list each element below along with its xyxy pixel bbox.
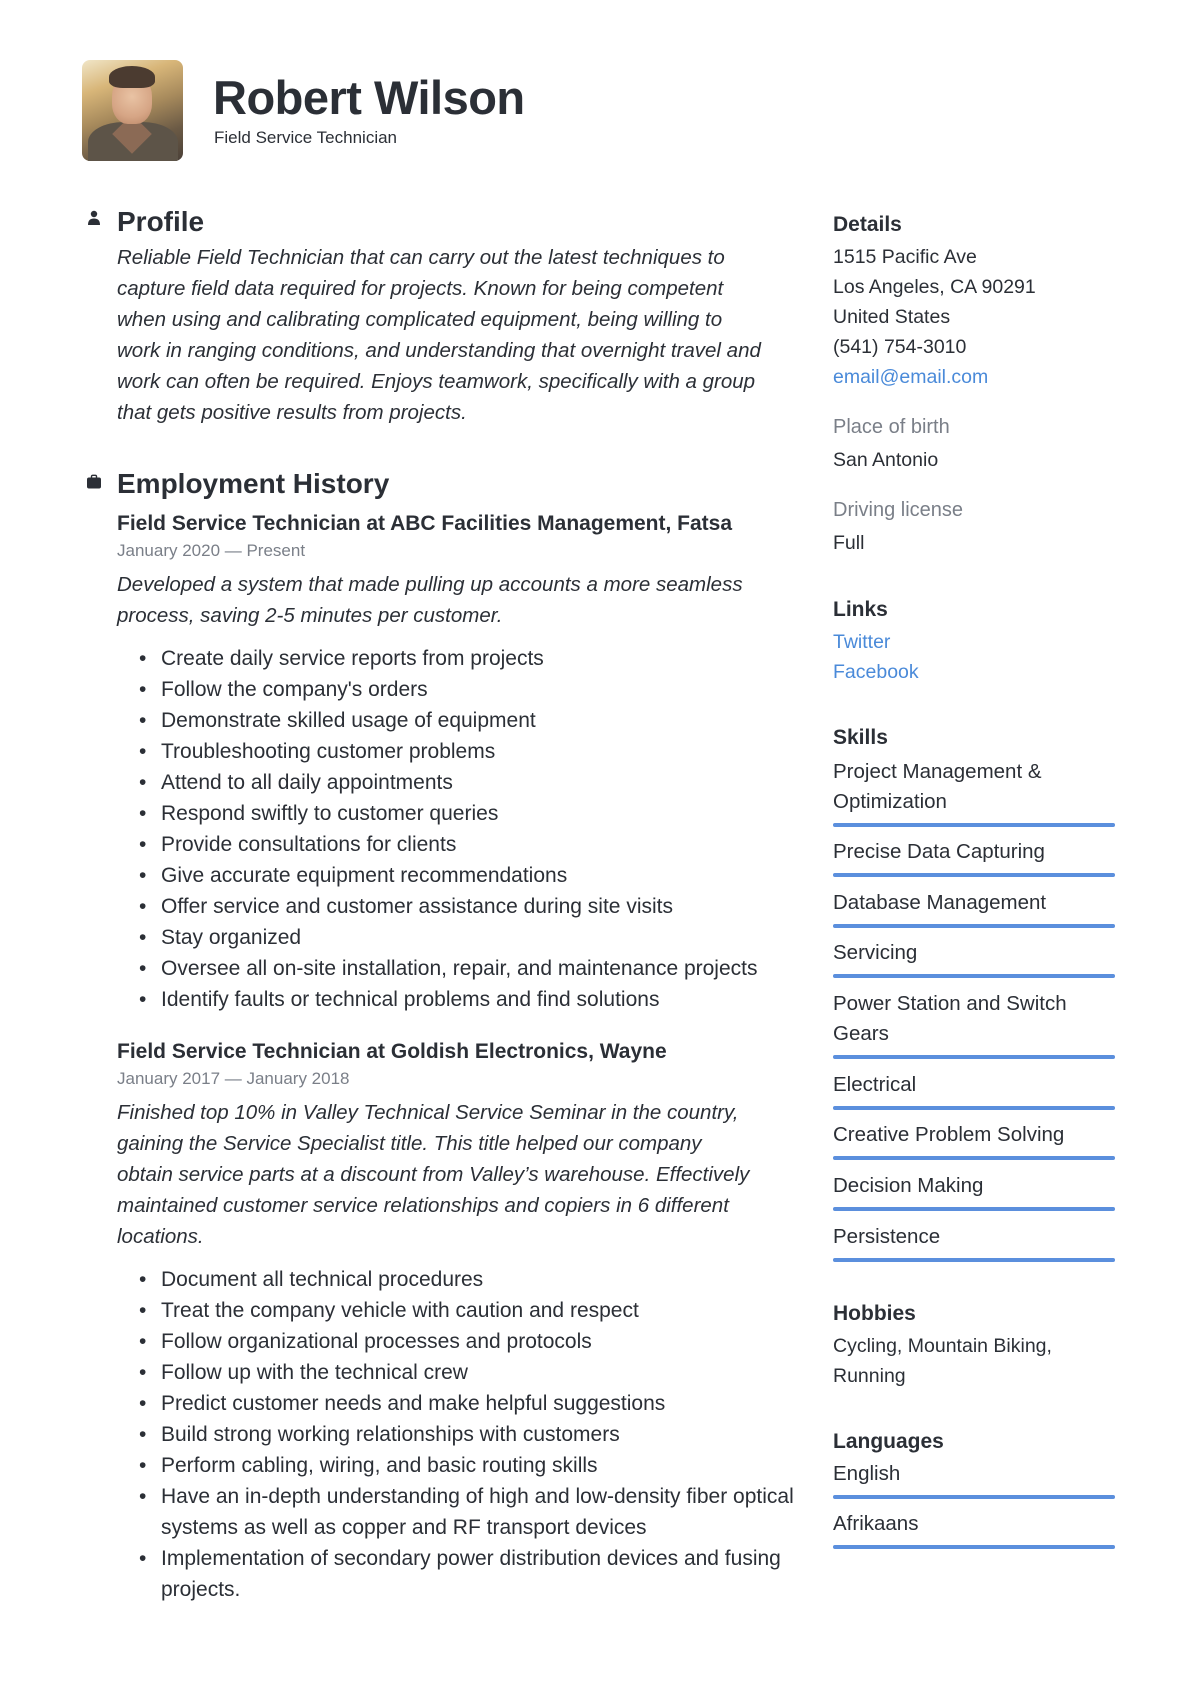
skill-level-track [833, 873, 1115, 877]
job-dates: January 2017 — January 2018 [117, 1069, 350, 1088]
skill-label: Persistence [833, 1225, 941, 1248]
candidate-name: Robert Wilson [213, 71, 525, 124]
skill-label: Creative Problem Solving [833, 1123, 1065, 1146]
language-item [833, 1509, 1115, 1549]
profile-line: capture field data required for projects. Known for being competent [117, 277, 724, 300]
list-item: • Implementation of secondary power distribution devices and fusing projects. [161, 1543, 801, 1605]
skill-item [833, 1171, 1115, 1211]
list-item: • Oversee all on-site installation, repair, and maintenance projects [161, 953, 841, 984]
job-summary-line: obtain service parts at a discount from Valley’s warehouse. Effectively [117, 1163, 750, 1186]
skill-label: Project Management & Optimization [833, 760, 1042, 813]
list-item: • Follow the company's orders [161, 674, 841, 705]
skill-level-bar [833, 873, 1115, 877]
skill-label: Precise Data Capturing [833, 840, 1045, 863]
place-of-birth: San Antonio [833, 449, 939, 471]
language-level-bar [833, 1545, 1115, 1549]
job-summary [117, 569, 797, 631]
skill-level-bar [833, 1156, 1115, 1160]
job-dates: January 2020 — Present [117, 541, 306, 560]
job-summary-line: Finished top 10% in Valley Technical Service Seminar in the country, [117, 1101, 739, 1124]
languages-heading: Languages [833, 1430, 944, 1453]
profile-line: work in ranging conditions, and understanding that overnight travel and [117, 339, 761, 362]
list-item: • Have an in-depth understanding of high and low-density fiber optical systems as well as copper and RF transport devices [161, 1481, 801, 1543]
language-label: English [833, 1462, 901, 1485]
skill-level-track [833, 1258, 1115, 1262]
skill-level-track [833, 823, 1115, 827]
job-summary-line: gaining the Service Specialist title. This title helped our company [117, 1132, 702, 1155]
job-summary-line: Developed a system that made pulling up accounts a more seamless [117, 573, 743, 596]
skill-level-bar [833, 924, 1115, 928]
profile-line: when using and calibrating complicated equipment, being willing to [117, 308, 723, 331]
skill-label: Electrical [833, 1073, 917, 1096]
skill-item [833, 1222, 1115, 1262]
skill-level-bar [833, 1258, 1115, 1262]
driving-license: Full [833, 532, 865, 554]
skill-item [833, 989, 1115, 1059]
job-responsibilities [117, 1264, 801, 1605]
list-item: • Offer service and customer assistance during site visits [161, 891, 841, 922]
job-responsibilities [117, 643, 841, 1015]
place-of-birth-label: Place of birth [833, 416, 950, 438]
list-item: • Stay organized [161, 922, 841, 953]
address-line: Los Angeles, CA 90291 [833, 276, 1036, 298]
candidate-title: Field Service Technician [214, 128, 397, 147]
skill-item [833, 1070, 1115, 1110]
skill-level-track [833, 974, 1115, 978]
language-item [833, 1459, 1115, 1499]
profile-heading: Profile [117, 206, 205, 237]
skill-level-track [833, 1055, 1115, 1059]
list-item: • Attend to all daily appointments [161, 767, 841, 798]
skill-level-bar [833, 1106, 1115, 1110]
job-summary-line: locations. [117, 1225, 204, 1248]
list-item: • Build strong working relationships with customers [161, 1419, 801, 1450]
email-link[interactable]: email@email.com [833, 366, 989, 388]
skill-level-bar [833, 1207, 1115, 1211]
skill-label: Servicing [833, 941, 918, 964]
list-item: • Follow organizational processes and protocols [161, 1326, 801, 1357]
list-item: • Document all technical procedures [161, 1264, 801, 1295]
skill-level-bar [833, 1055, 1115, 1059]
language-level-track [833, 1545, 1115, 1549]
skill-item [833, 757, 1115, 827]
language-level-bar [833, 1495, 1115, 1499]
skill-label: Decision Making [833, 1174, 984, 1197]
list-item: • Follow up with the technical crew [161, 1357, 801, 1388]
hobbies-heading: Hobbies [833, 1302, 916, 1325]
country: United States [833, 306, 951, 328]
photo-hair [109, 66, 155, 88]
list-item: • Create daily service reports from projects [161, 643, 841, 674]
list-item: • Troubleshooting customer problems [161, 736, 841, 767]
list-item: • Perform cabling, wiring, and basic routing skills [161, 1450, 801, 1481]
list-item: • Predict customer needs and make helpful suggestions [161, 1388, 801, 1419]
facebook-link[interactable]: Facebook [833, 661, 919, 683]
profile-summary [117, 242, 797, 428]
skill-label: Database Management [833, 891, 1047, 914]
driving-license-label: Driving license [833, 499, 964, 521]
skill-item [833, 938, 1115, 978]
skill-item [833, 888, 1115, 928]
twitter-link[interactable]: Twitter [833, 631, 891, 653]
job-title: Field Service Technician at ABC Facilities Management, Fatsa [117, 512, 733, 535]
briefcase-icon [86, 474, 102, 490]
job-title: Field Service Technician at Goldish Electronics, Wayne [117, 1040, 667, 1063]
job-summary [117, 1097, 797, 1252]
details-heading: Details [833, 213, 902, 236]
list-item: • Respond swiftly to customer queries [161, 798, 841, 829]
skill-level-bar [833, 974, 1115, 978]
job-summary-line: maintained customer service relationships and copiers in 6 different [117, 1194, 729, 1217]
list-item: • Treat the company vehicle with caution and respect [161, 1295, 801, 1326]
profile-photo [82, 60, 183, 161]
skill-item [833, 837, 1115, 877]
profile-line: that gets positive results from projects. [117, 401, 467, 424]
list-item: • Give accurate equipment recommendations [161, 860, 841, 891]
skill-level-track [833, 1156, 1115, 1160]
list-item: • Provide consultations for clients [161, 829, 841, 860]
skill-level-track [833, 924, 1115, 928]
phone: (541) 754-3010 [833, 336, 967, 358]
hobbies-line: Cycling, Mountain Biking, [833, 1335, 1052, 1357]
links-heading: Links [833, 598, 888, 621]
employment-heading: Employment History [117, 468, 390, 499]
profile-line: work can often be required. Enjoys teamwork, specifically with a group [117, 370, 756, 393]
skill-label: Power Station and Switch Gears [833, 992, 1067, 1045]
hobbies-text [833, 1331, 1052, 1391]
skill-level-track [833, 1207, 1115, 1211]
list-item: • Identify faults or technical problems and find solutions [161, 984, 841, 1015]
address-line: 1515 Pacific Ave [833, 246, 977, 268]
job-summary-line: process, saving 2-5 minutes per customer. [117, 604, 503, 627]
skill-level-track [833, 1106, 1115, 1110]
list-item: • Demonstrate skilled usage of equipment [161, 705, 841, 736]
language-level-track [833, 1495, 1115, 1499]
hobbies-line: Running [833, 1365, 906, 1387]
profile-line: Reliable Field Technician that can carry out the latest techniques to [117, 246, 725, 269]
skill-level-bar [833, 823, 1115, 827]
skills-heading: Skills [833, 726, 888, 749]
skill-item [833, 1120, 1115, 1160]
person-icon [86, 210, 102, 226]
contact-details [833, 242, 1036, 392]
language-label: Afrikaans [833, 1512, 919, 1535]
